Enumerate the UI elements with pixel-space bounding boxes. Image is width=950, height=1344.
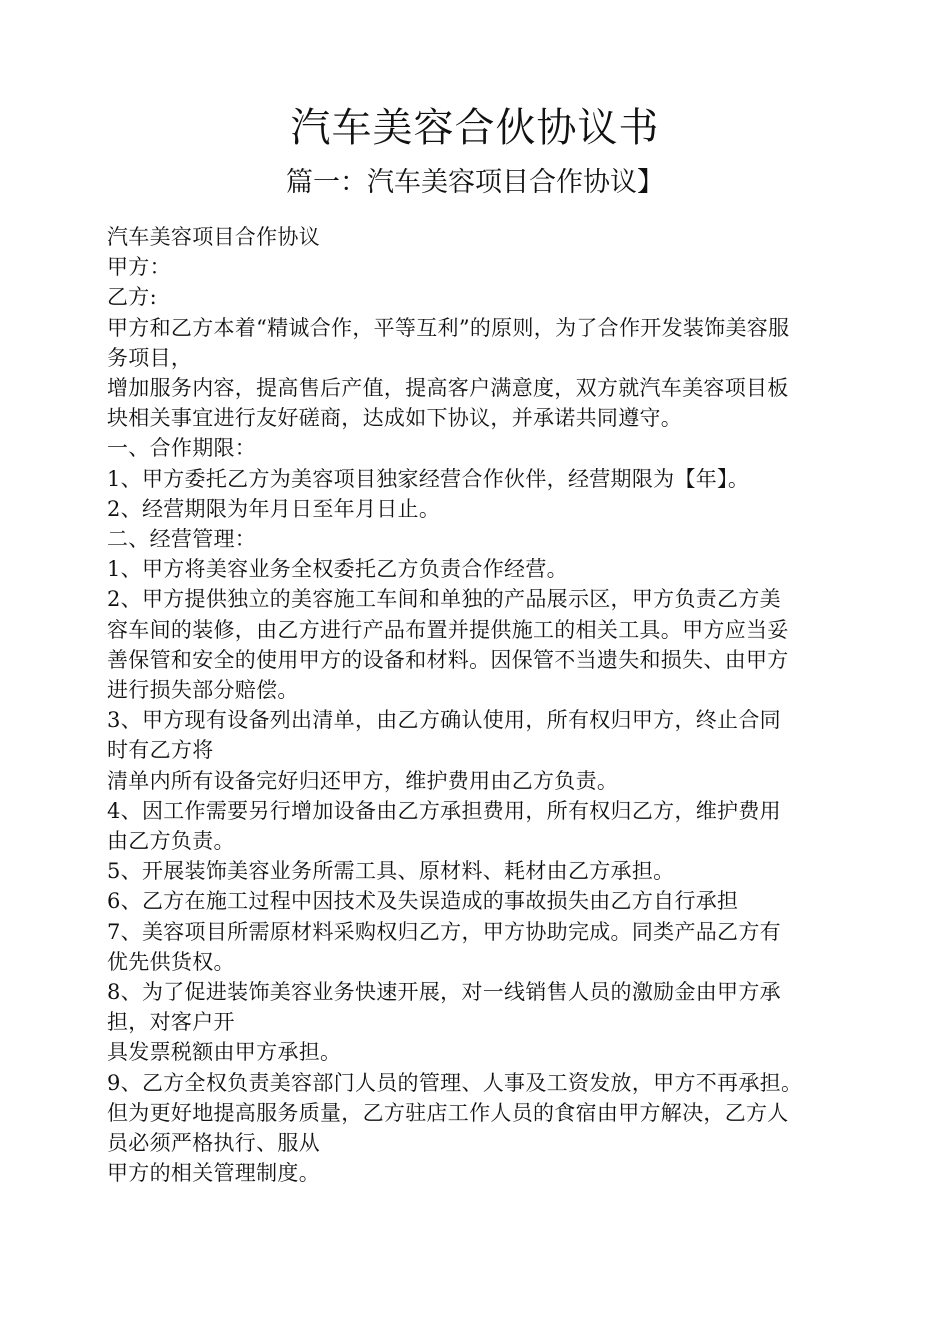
body-line: 8、为了促进装饰美容业务快速开展，对一线销售人员的激励金由甲方承 [107, 980, 781, 1005]
body-line: 时有乙方将 [107, 738, 214, 763]
body-line: 汽车美容项目合作协议 [107, 225, 320, 249]
body-line: 优先供货权。 [107, 949, 235, 974]
body-line: 1、甲方将美容业务全权委托乙方负责合作经营。 [107, 557, 568, 582]
body-line: 善保管和安全的使用甲方的设备和材料。因保管不当遗失和损失、由甲方 [107, 647, 789, 672]
body-line: 甲方： [107, 255, 171, 280]
body-line: 进行损失部分赔偿。 [107, 678, 299, 703]
body-line: 由乙方负责。 [107, 829, 235, 854]
body-line: 但为更好地提高服务质量，乙方驻店工作人员的食宿由甲方解决，乙方人 [107, 1100, 789, 1125]
body-line: 乙方: [107, 285, 157, 310]
document-subtitle: 篇一：汽车美容项目合作协议】 [286, 167, 664, 198]
body-line: 务项目， [107, 345, 193, 370]
body-line: 担，对客户开 [107, 1010, 235, 1035]
body-line: 二、经营管理： [107, 527, 257, 552]
body-line: 清单内所有设备完好归还甲方，维护费用由乙方负责。 [107, 768, 619, 793]
body-line: 4、因工作需要另行增加设备由乙方承担费用，所有权归乙方，维护费用 [107, 798, 781, 823]
body-line: 2、经营期限为年月日至年月日止。 [107, 496, 441, 521]
body-line: 3、甲方现有设备列出清单，由乙方确认使用，所有权归甲方，终止合同 [107, 708, 781, 733]
body-line: 9、乙方全权负责美容部门人员的管理、人事及工资发放，甲方不再承担。 [107, 1070, 803, 1095]
body-line: 员必须严格执行、服从 [107, 1131, 320, 1156]
document-body [107, 222, 867, 1189]
body-line: 具发票税额由甲方承担。 [107, 1040, 342, 1065]
document-title: 汽车美容合伙协议书 [290, 105, 660, 151]
body-line: 容车间的装修，由乙方进行产品布置并提供施工的相关工具。甲方应当妥 [107, 617, 789, 642]
body-line: 1、甲方委托乙方为美容项目独家经营合作伙伴，经营期限为【年】。 [107, 466, 750, 491]
body-line: 5、开展装饰美容业务所需工具、原材料、耗材由乙方承担。 [107, 859, 675, 884]
body-line: 增加服务内容，提高售后产值，提高客户满意度，双方就汽车美容项目板 [107, 376, 789, 401]
body-line: 块相关事宜进行友好磋商，达成如下协议，并承诺共同遵守。 [107, 406, 683, 431]
body-line: 甲方的相关管理制度。 [107, 1161, 320, 1186]
body-line: 7、美容项目所需原材料采购权归乙方，甲方协助完成。同类产品乙方有 [107, 919, 781, 944]
body-line: 一、合作期限： [107, 436, 257, 461]
body-line: 2、甲方提供独立的美容施工车间和单独的产品展示区，甲方负责乙方美 [107, 587, 781, 612]
body-line: 甲方和乙方本着“精诚合作，平等互利”的原则，为了合作开发装饰美容服 [107, 315, 790, 340]
body-line: 6、乙方在施工过程中因技术及失误造成的事故损失由乙方自行承担 [107, 889, 739, 914]
